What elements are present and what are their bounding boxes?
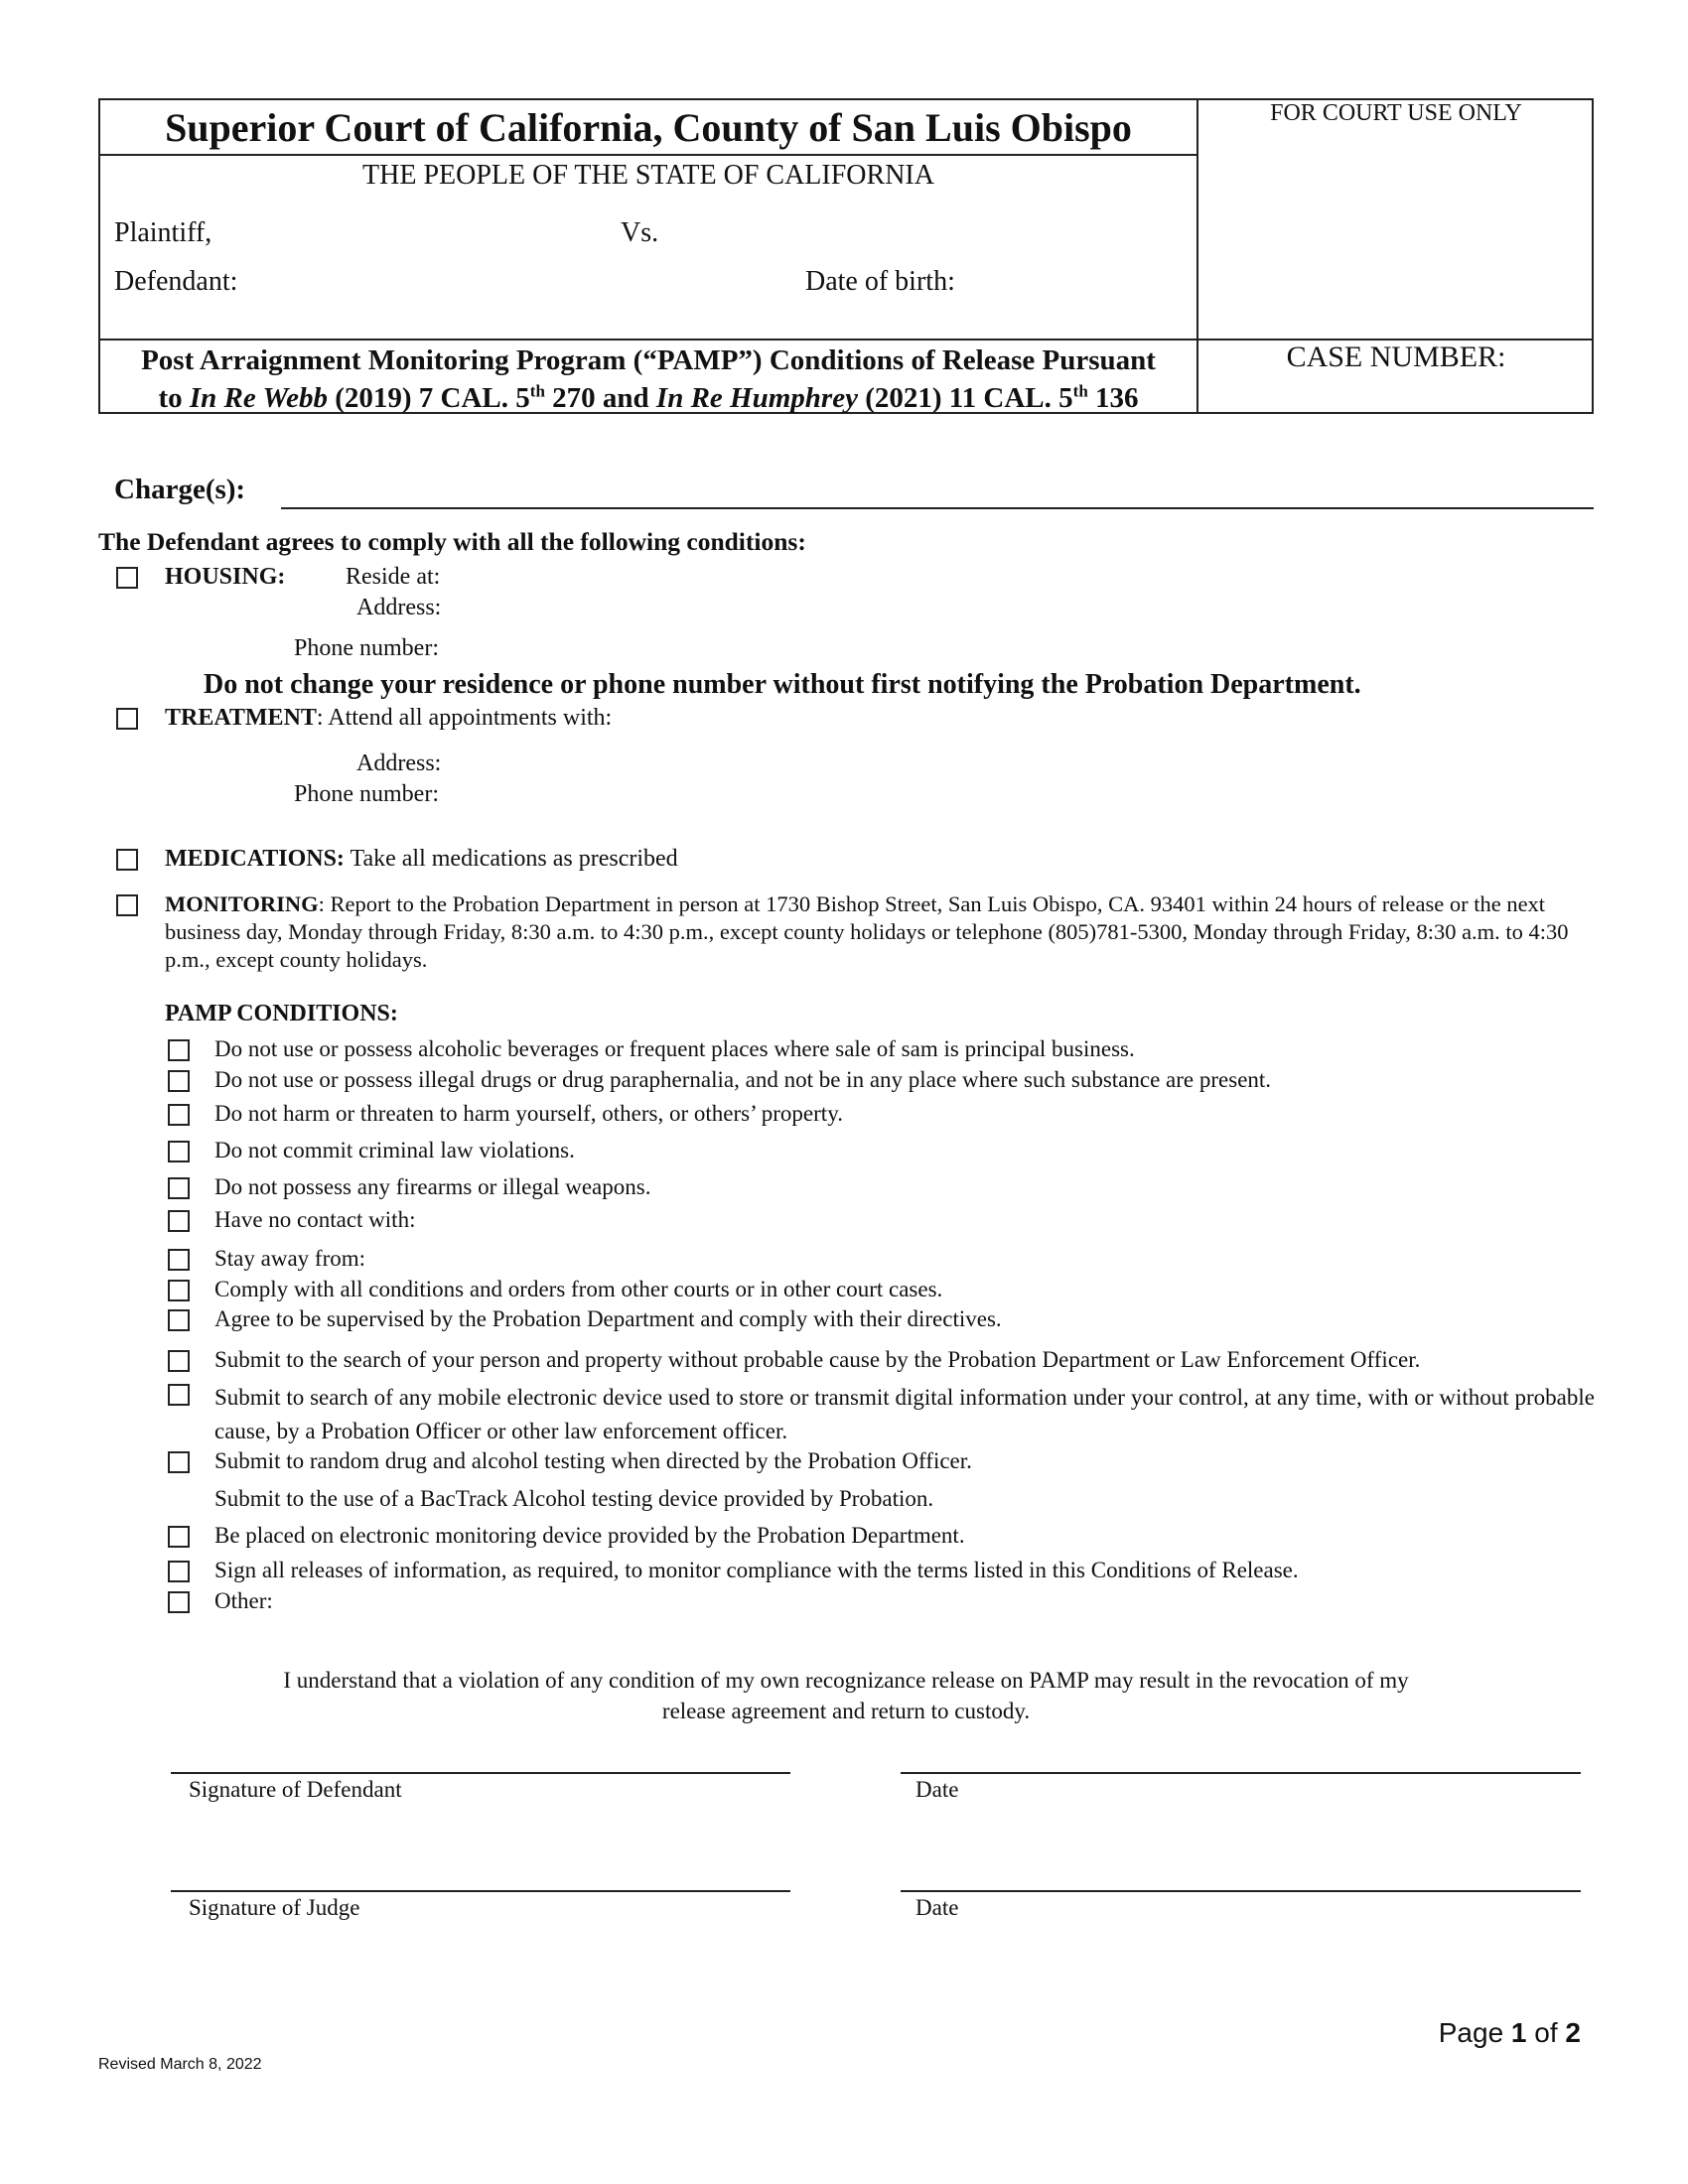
- housing-phone-label: Phone number:: [294, 635, 439, 661]
- condition-search-person: Submit to the search of your person and property without probable cause by the Probation Department or Law Enforcement Officer.: [214, 1347, 1421, 1372]
- treatment-checkbox[interactable]: [116, 708, 138, 730]
- acknowledgement-line-1: I understand that a violation of any condition of my own recognizance release on PAMP may result in the revocation of my: [283, 1668, 1409, 1693]
- judge-signature-label: Signature of Judge: [189, 1895, 360, 1920]
- case-citation-humphrey: In Re Humphrey: [655, 382, 858, 414]
- condition-no-firearms: Do not possess any firearms or illegal weapons.: [214, 1174, 651, 1199]
- condition-checkbox[interactable]: [168, 1249, 190, 1271]
- condition-comply-other-courts: Comply with all conditions and orders from other courts or in other court cases.: [214, 1277, 943, 1301]
- housing-address-label: Address:: [356, 595, 442, 620]
- court-use-only-label: FOR COURT USE ONLY: [1270, 100, 1522, 126]
- condition-checkbox[interactable]: [168, 1384, 190, 1406]
- document-caption: [100, 341, 1196, 417]
- condition-checkbox[interactable]: [168, 1280, 190, 1301]
- page-number: Page 1 of 2: [1438, 2017, 1581, 2048]
- plaintiff-label: Plaintiff,: [114, 217, 212, 248]
- condition-checkbox[interactable]: [168, 1309, 190, 1331]
- condition-supervised: Agree to be supervised by the Probation Department and comply with their directives.: [214, 1306, 1002, 1331]
- condition-search-device: Submit to search of any mobile electronic device used to store or transmit digital information under your control, at any time, with or without probable cause, by a Probation Officer or other law enforcement officer.: [214, 1385, 1595, 1443]
- case-citation-webb: In Re Webb: [189, 382, 328, 414]
- condition-checkbox[interactable]: [168, 1177, 190, 1199]
- condition-other: Other:: [214, 1588, 273, 1613]
- condition-electronic-monitoring: Be placed on electronic monitoring device provided by the Probation Department.: [214, 1523, 965, 1548]
- defendant-label: Defendant:: [114, 266, 238, 297]
- condition-no-drugs: Do not use or possess illegal drugs or drug paraphernalia, and not be in any place where such substance are present.: [214, 1067, 1272, 1092]
- defendant-signature-label: Signature of Defendant: [189, 1777, 402, 1802]
- condition-bactrack: Submit to the use of a BacTrack Alcohol testing device provided by Probation.: [214, 1486, 934, 1511]
- pamp-conditions-heading: PAMP CONDITIONS:: [165, 1001, 398, 1026]
- monitoring-label: MONITORING: [165, 891, 319, 916]
- medications-line: [165, 846, 678, 873]
- housing-label: HOUSING:: [165, 564, 286, 590]
- condition-checkbox[interactable]: [168, 1561, 190, 1582]
- condition-checkbox[interactable]: [168, 1526, 190, 1548]
- caption-line-1: Post Arraignment Monitoring Program (“PAMP”) Conditions of Release Pursuant: [141, 344, 1156, 376]
- condition-no-alcohol: Do not use or possess alcoholic beverages or frequent places where sale of sam is principal business.: [214, 1036, 1135, 1061]
- versus-label: Vs.: [621, 217, 659, 248]
- header-title-divider: [100, 154, 1196, 156]
- charges-field[interactable]: [281, 507, 1594, 509]
- housing-reside-label: Reside at:: [346, 564, 441, 590]
- charges-label: Charge(s):: [114, 474, 246, 505]
- medications-text: Take all medications as prescribed: [350, 846, 678, 872]
- condition-checkbox[interactable]: [168, 1591, 190, 1613]
- condition-no-criminal-violations: Do not commit criminal law violations.: [214, 1138, 575, 1162]
- treatment-line: [165, 705, 612, 732]
- agree-heading: The Defendant agrees to comply with all the following conditions:: [98, 527, 806, 556]
- treatment-label: TREATMENT: [165, 705, 317, 731]
- case-number-label: CASE NUMBER:: [1286, 341, 1506, 373]
- defendant-date-label: Date: [915, 1777, 959, 1802]
- defendant-date-line[interactable]: [901, 1772, 1581, 1774]
- judge-date-label: Date: [915, 1895, 959, 1920]
- treatment-address-label: Address:: [356, 751, 442, 776]
- case-header-box: [98, 98, 1594, 414]
- condition-checkbox[interactable]: [168, 1141, 190, 1162]
- monitoring-text: : Report to the Probation Department in person at 1730 Bishop Street, San Luis Obispo, CA. 93401 within 24 hours of release or the next business day, Monday through Friday, 8:30 a.m. to 4:30 p.m., except county holidays or telephone (805)781-5300, Monday through Friday, 8:30 a.m. to 4:30 p.m., except county holidays.: [165, 891, 1569, 972]
- housing-notice: Do not change your residence or phone number without first notifying the Probation Department.: [204, 669, 1361, 700]
- treatment-phone-label: Phone number:: [294, 781, 439, 807]
- housing-checkbox[interactable]: [116, 567, 138, 589]
- condition-drug-testing: Submit to random drug and alcohol testing when directed by the Probation Officer.: [214, 1448, 972, 1473]
- condition-checkbox[interactable]: [168, 1350, 190, 1372]
- medications-label: MEDICATIONS:: [165, 846, 345, 872]
- judge-date-line[interactable]: [901, 1890, 1581, 1892]
- treatment-text: : Attend all appointments with:: [316, 705, 613, 731]
- condition-sign-releases: Sign all releases of information, as required, to monitor compliance with the terms listed in this Conditions of Release.: [214, 1558, 1299, 1582]
- condition-checkbox[interactable]: [168, 1070, 190, 1092]
- condition-stay-away: Stay away from:: [214, 1246, 366, 1271]
- condition-no-contact: Have no contact with:: [214, 1207, 416, 1232]
- defendant-signature-line[interactable]: [171, 1772, 790, 1774]
- judge-signature-line[interactable]: [171, 1890, 790, 1892]
- monitoring-paragraph: [165, 890, 1595, 974]
- date-of-birth-label: Date of birth:: [805, 266, 955, 297]
- condition-no-harm: Do not harm or threaten to harm yourself, others, or others’ property.: [214, 1101, 843, 1126]
- condition-checkbox[interactable]: [168, 1451, 190, 1473]
- caption-line-2: to In Re Webb (2019) 7 CAL. 5th 270 and In Re Humphrey (2021) 11 CAL. 5th 136: [158, 381, 1139, 414]
- acknowledgement-line-2: release agreement and return to custody.: [661, 1699, 1031, 1723]
- condition-checkbox[interactable]: [168, 1210, 190, 1232]
- revised-date: Revised March 8, 2022: [98, 2056, 262, 2073]
- court-title: Superior Court of California, County of San Luis Obispo: [165, 105, 1132, 150]
- monitoring-checkbox[interactable]: [116, 894, 138, 916]
- condition-checkbox[interactable]: [168, 1039, 190, 1061]
- condition-checkbox[interactable]: [168, 1104, 190, 1126]
- people-of-state: THE PEOPLE OF THE STATE OF CALIFORNIA: [362, 160, 934, 191]
- medications-checkbox[interactable]: [116, 849, 138, 871]
